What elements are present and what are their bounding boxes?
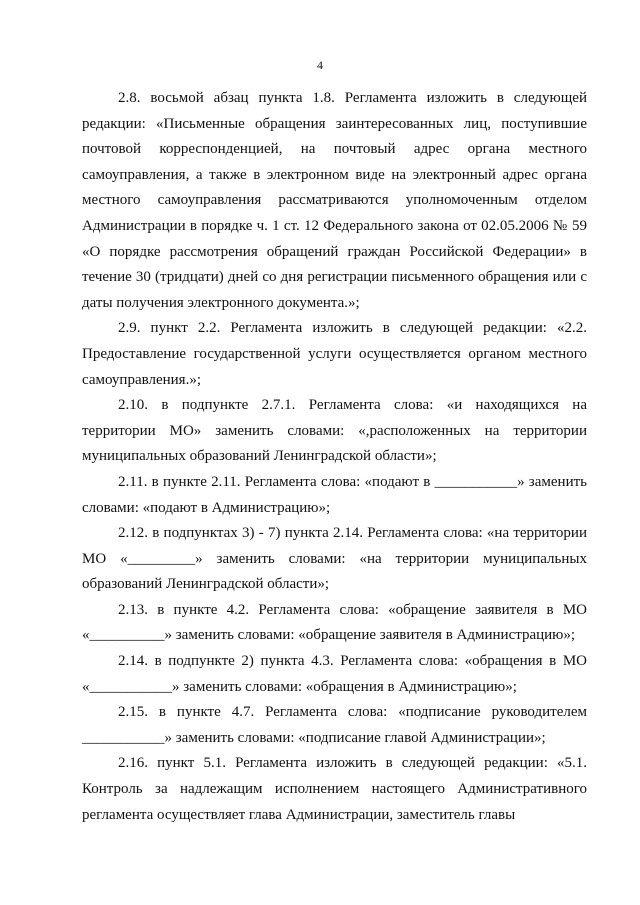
paragraph-2-8: 2.8. восьмой абзац пункта 1.8. Регламента изложить в следующей редакции: «Письменные обращения заинтересованных лиц, поступившие почтовой корреспонденцией, на почтовый адрес органа местного самоуправления, а также в электронном виде на электронный адрес органа местного самоуправления рассматриваются уполномоченным отделом Администрации в порядке ч. 1 ст. 12 Федерального закона от 02.05.2006 № 59 «О порядке рассмотрения обращений граждан Российской Федерации» в течение 30 (тридцати) дней со дня регистрации письменного обращения или с даты получения электронного документа.»; — [82, 90, 591, 311]
document-body — [82, 86, 591, 828]
paragraph-2-14: 2.14. в подпункте 2) пункта 4.3. Регламента слова: «обращения в МО «___________» заменить словами: «обращения в Администрацию»; — [82, 653, 591, 695]
paragraph-2-10: 2.10. в подпункте 2.7.1. Регламента слова: «и находящихся на территории МО» заменить словами: «,расположенных на территории муниципальных образований Ленинградской области»; — [82, 397, 591, 465]
paragraph-2-16: 2.16. пункт 5.1. Регламента изложить в следующей редакции: «5.1. Контроль за надлежащим исполнением настоящего Административного регламента осуществляет глава Администрации, заместитель главы — [82, 755, 591, 823]
paragraph-2-9: 2.9. пункт 2.2. Регламента изложить в следующей редакции: «2.2. Предоставление государственной услуги осуществляется органом местного самоуправления.»; — [82, 320, 591, 388]
paragraph-2-12: 2.12. в подпунктах 3) - 7) пункта 2.14. Регламента слова: «на территории МО «_________» заменить словами: «на территории муниципальных образований Ленинградской области»; — [82, 525, 591, 593]
paragraph-2-13: 2.13. в пункте 4.2. Регламента слова: «обращение заявителя в МО «__________» заменить словами: «обращение заявителя в Администрацию»; — [82, 601, 591, 644]
paragraph-2-15: 2.15. в пункте 4.7. Регламента слова: «подписание руководителем ___________» заменить словами: «подписание главой Администрации»; — [82, 704, 591, 746]
page-number: 4 — [317, 58, 323, 72]
paragraph-2-11: 2.11. в пункте 2.11. Регламента слова: «подают в ___________» заменить словами: «подают в Администрацию»; — [82, 473, 591, 516]
